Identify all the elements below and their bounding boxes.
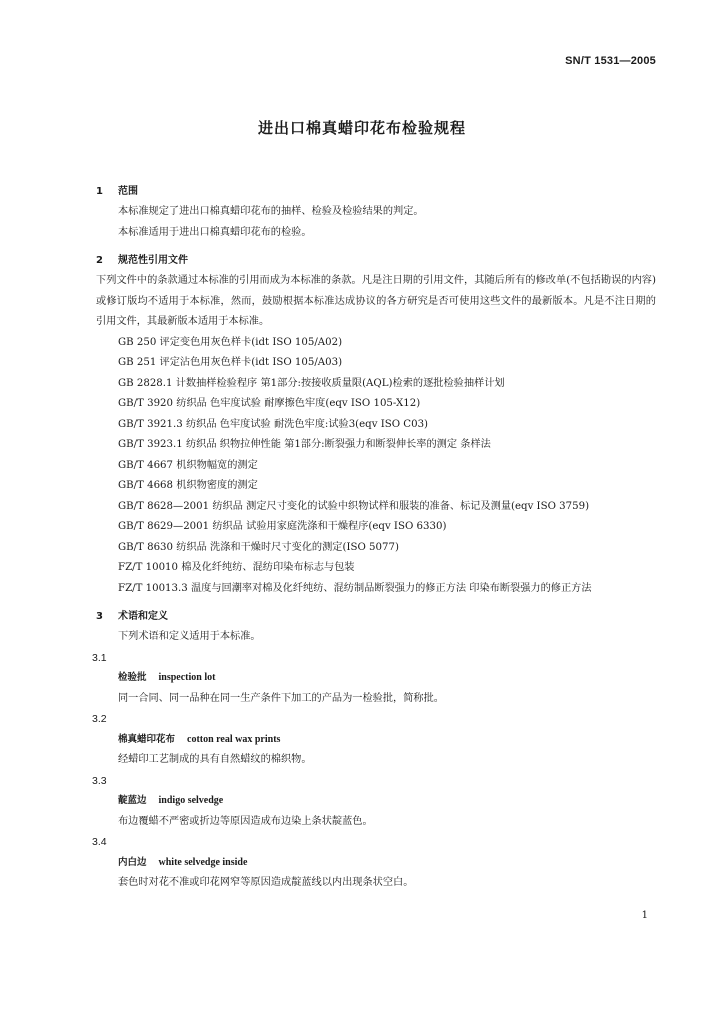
document-body — [92, 174, 656, 894]
section-heading-scope: 1 范围 — [96, 186, 138, 197]
term-definition: 同一合同、同一品种在同一生产条件下加工的产品为一检验批，简称批。 — [118, 692, 444, 704]
reference-item: GB/T 3920 纺织品 色牢度试验 耐摩擦色牢度(eqv ISO 105-X12) — [118, 398, 421, 409]
reference-item: GB/T 3923.1 纺织品 织物拉伸性能 第1部分:断裂强力和断裂伸长率的测定 条样法 — [118, 439, 491, 450]
reference-item: GB 251 评定沾色用灰色样卡(idt ISO 105/A03) — [118, 357, 343, 368]
reference-item: FZ/T 10013.3 温度与回潮率对棉及化纤纯纺、混纺制品断裂强力的修正方法 印染布断裂强力的修正方法 — [118, 582, 592, 594]
reference-item: GB/T 8629—2001 纺织品 试验用家庭洗涤和干燥程序(eqv ISO 6330) — [118, 521, 447, 532]
paragraph: 本标准适用于进出口棉真蜡印花布的检验。 — [118, 226, 312, 238]
term-number: 3.2 — [92, 713, 107, 725]
section-heading-references: 2 规范性引用文件 — [96, 255, 188, 266]
standard-code: SN/T 1531—2005 — [565, 55, 656, 67]
paragraph: 下列文件中的条款通过本标准的引用而成为本标准的条款。凡是注日期的引用文件，其随后所有的修改单(不包括勘误的内容)或修订版均不适用于本标准，然而，鼓励根据本标准达成协议的各方研究是否可使用这些文件的最新版本。凡是不注日期的引用文件，其最新版本适用于本标准。 — [96, 275, 656, 327]
paragraph: 下列术语和定义适用于本标准。 — [118, 631, 261, 642]
term-number: 3.1 — [92, 651, 107, 664]
reference-item: GB/T 8630 纺织品 洗涤和干燥时尺寸变化的测定(ISO 5077) — [118, 541, 399, 553]
reference-item: GB/T 4667 机织物幅宽的测定 — [118, 459, 258, 471]
page-number: 1 — [641, 910, 648, 921]
term-definition: 套色时对花不准或印花网窄等原因造成靛蓝线以内出现条状空白。 — [118, 877, 414, 888]
reference-item: GB 2828.1 计数抽样检验程序 第1部分:按接收质量限(AQL)检索的逐批检验抽样计划 — [118, 377, 505, 389]
term-name: 靛蓝边 indigo selvedge — [118, 795, 224, 806]
term-definition: 经蜡印工艺制成的具有自然蜡纹的棉织物。 — [118, 754, 312, 765]
term-number: 3.4 — [92, 836, 107, 848]
paragraph: 本标准规定了进出口棉真蜡印花布的抽样、检验及检验结果的判定。 — [118, 206, 424, 217]
term-name: 检验批 inspection lot — [118, 672, 216, 683]
reference-item: FZ/T 10010 棉及化纤纯纺、混纺印染布标志与包装 — [118, 562, 355, 573]
reference-item: GB 250 评定变色用灰色样卡(idt ISO 105/A02) — [118, 336, 343, 348]
reference-item: GB/T 8628—2001 纺织品 测定尺寸变化的试验中织物试样和服装的准备、标记及测量(eqv ISO 3759) — [118, 500, 590, 512]
section-heading-terms: 3 术语和定义 — [96, 611, 168, 622]
reference-item: GB/T 3921.3 纺织品 色牢度试验 耐洗色牢度:试验3(eqv ISO C03) — [118, 418, 429, 430]
term-name: 棉真蜡印花布 cotton real wax prints — [118, 733, 281, 745]
term-name: 内白边 white selvedge inside — [118, 856, 248, 868]
reference-item: GB/T 4668 机织物密度的测定 — [118, 480, 258, 491]
term-definition: 布边覆蜡不严密或折边等原因造成布边染上条状靛蓝色。 — [118, 815, 373, 827]
term-number: 3.3 — [92, 774, 107, 787]
document-title: 进出口棉真蜡印花布检验规程 — [257, 119, 466, 137]
